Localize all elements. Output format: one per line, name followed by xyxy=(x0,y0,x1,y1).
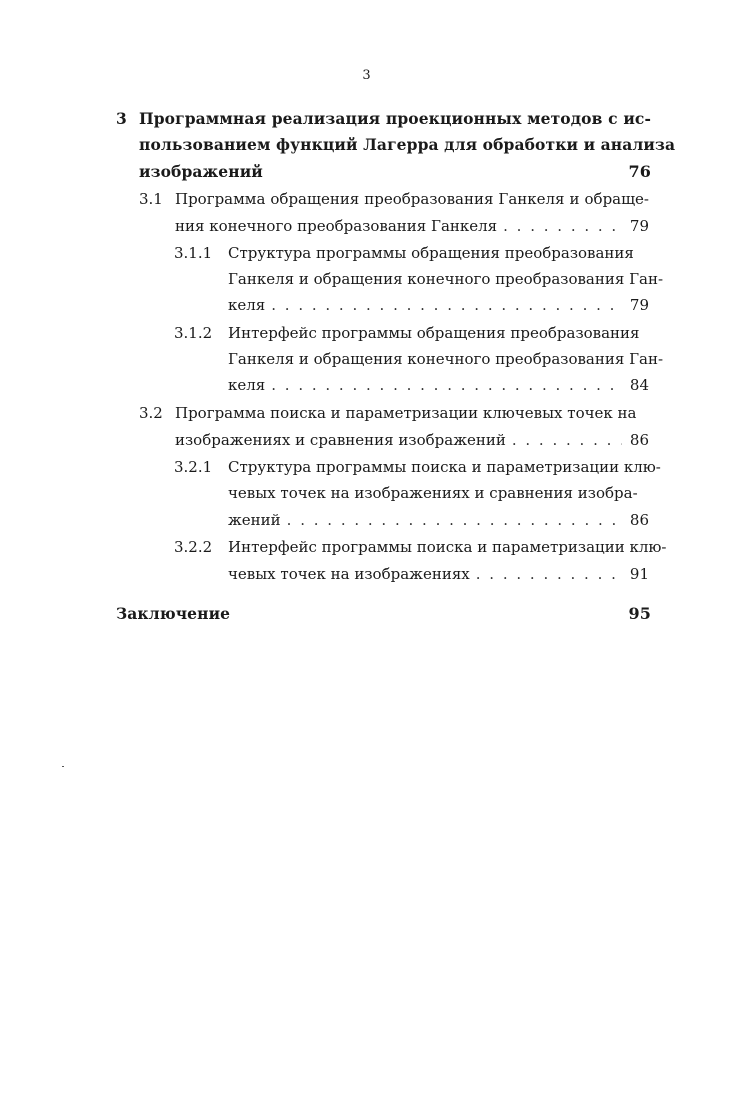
page-number: 3 xyxy=(362,68,371,83)
conclusion-entry[interactable] xyxy=(116,601,651,627)
dot-leader xyxy=(512,427,622,453)
subsection-page-number: 79 xyxy=(629,296,649,314)
section-page-number: 86 xyxy=(629,431,649,449)
dot-leader xyxy=(476,561,622,587)
subsection-title-text: жений xyxy=(228,511,281,529)
subsection-title-text: келя xyxy=(228,376,266,394)
chapter-page-number: 76 xyxy=(628,162,651,181)
section-title-text: ния конечного преобразования Ганкеля xyxy=(175,217,498,235)
dot-leader xyxy=(287,507,622,533)
subsection-title-text: келя xyxy=(228,296,266,314)
subsection-title-line[interactable]: Интерфейс программы обращения преобразования xyxy=(228,324,640,342)
subsection-number: 3.1.2 xyxy=(174,324,213,342)
subsection-title-line[interactable]: Интерфейс программы поиска и параметризации клю- xyxy=(228,538,667,556)
subsection-title-last-line[interactable] xyxy=(228,292,649,318)
section-title-line[interactable]: Программа поиска и параметризации ключевых точек на xyxy=(175,404,637,422)
chapter-title-line[interactable]: Программная реализация проекционных методов с ис- xyxy=(139,109,651,128)
conclusion-title: Заключение xyxy=(116,604,231,623)
scan-speck xyxy=(62,766,64,767)
section-page-number: 79 xyxy=(629,217,649,235)
chapter-title-last-line[interactable] xyxy=(139,159,651,185)
subsection-title-line[interactable]: Структура программы поиска и параметризации клю- xyxy=(228,458,661,476)
section-number: 3.1 xyxy=(139,190,163,208)
subsection-title-line[interactable]: Ганкеля и обращения конечного преобразования Ган- xyxy=(228,350,664,368)
chapter-title-text: изображений xyxy=(139,162,263,181)
subsection-number: 3.2.2 xyxy=(174,538,213,556)
subsection-title-line[interactable]: чевых точек на изображениях и сравнения изобра- xyxy=(228,484,638,502)
subsection-title-text: чевых точек на изображениях xyxy=(228,565,470,583)
subsection-page-number: 86 xyxy=(629,511,649,529)
section-number: 3.2 xyxy=(139,404,163,422)
conclusion-page-number: 95 xyxy=(628,604,651,623)
subsection-page-number: 84 xyxy=(629,376,649,394)
section-title-text: изображениях и сравнения изображений xyxy=(175,431,506,449)
dot-leader xyxy=(271,292,622,318)
chapter-title-line[interactable]: пользованием функций Лагерра для обработки и анализа xyxy=(139,135,676,154)
subsection-title-line[interactable]: Ганкеля и обращения конечного преобразования Ган- xyxy=(228,270,664,288)
subsection-number: 3.2.1 xyxy=(174,458,213,476)
chapter-number: 3 xyxy=(116,109,127,128)
section-title-last-line[interactable] xyxy=(175,427,649,453)
subsection-title-last-line[interactable] xyxy=(228,561,649,587)
subsection-title-last-line[interactable] xyxy=(228,372,649,398)
dot-leader xyxy=(271,372,622,398)
subsection-page-number: 91 xyxy=(629,565,649,583)
subsection-title-line[interactable]: Структура программы обращения преобразования xyxy=(228,244,634,262)
section-title-line[interactable]: Программа обращения преобразования Ганкеля и обраще- xyxy=(175,190,649,208)
section-title-last-line[interactable] xyxy=(175,213,649,239)
subsection-number: 3.1.1 xyxy=(174,244,213,262)
dot-leader xyxy=(503,213,622,239)
subsection-title-last-line[interactable] xyxy=(228,507,649,533)
